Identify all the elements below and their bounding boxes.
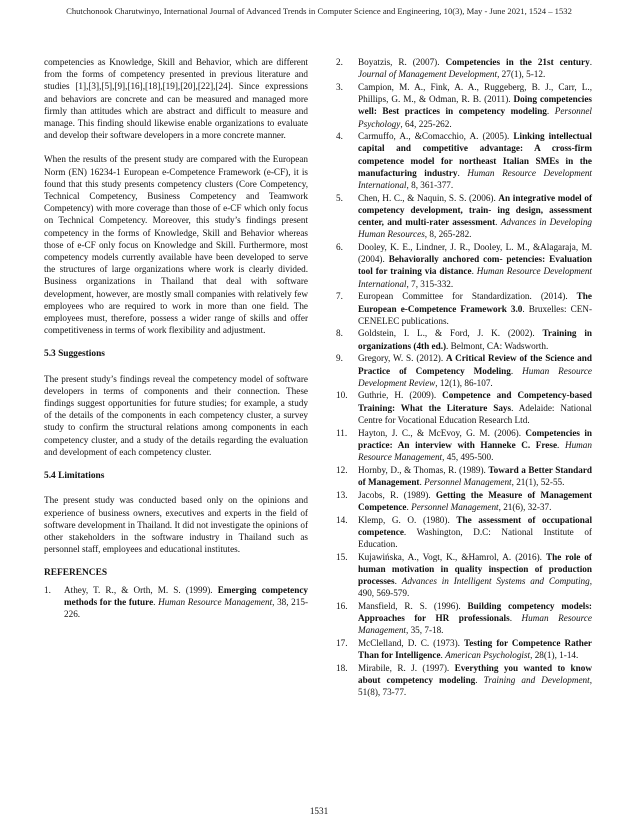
reference-details: Belmont, CA: Wadsworth. bbox=[450, 340, 549, 351]
reference-title: The European e-Competence Framework 3.0 bbox=[358, 291, 592, 314]
reference-authors: Mirabile, R. J. (1997). bbox=[358, 662, 455, 673]
reference-authors: Guthrie, H. (2009). bbox=[358, 390, 443, 401]
reference-number: 9. bbox=[336, 353, 343, 364]
reference-authors: Klemp, G. O. (1980). bbox=[358, 514, 457, 525]
reference-details: 35, 7-18. bbox=[408, 625, 444, 636]
reference-item bbox=[336, 600, 592, 637]
reference-separator: . bbox=[471, 266, 477, 277]
reference-title: Competencies in practice: An interview with Hanneke C. Frese bbox=[358, 427, 592, 450]
reference-title: Behaviorally anchored com- petencies: Evaluation tool for training via distance bbox=[358, 254, 592, 277]
reference-number: 1. bbox=[44, 584, 51, 595]
paragraph-discussion-1: competencies as Knowledge, Skill and Behavior, which are different from the forms of competency presented in previous literature and studies [1],[3],[5],[9],[16],[18],[19],[20],[22],[24]. Since expressions and behaviors are concrete and can be measured and managed more firmly than attitudes which are abstract and difficult to measure and manage. This finding should likewise enable organizations to evaluate and develop their software developers in a more concrete manner. bbox=[44, 57, 308, 141]
reference-number: 6. bbox=[336, 242, 343, 253]
reference-title: Training in organizations (4th ed.) bbox=[358, 328, 592, 351]
reference-title: Testing for Competence Rather Than for Intelligence bbox=[358, 638, 592, 661]
reference-separator: . bbox=[511, 402, 519, 413]
reference-journal: Personnel Management bbox=[411, 501, 499, 512]
reference-journal: Journal of Management Development bbox=[358, 69, 498, 80]
reference-list-right bbox=[336, 56, 592, 699]
reference-details: Bruxelles: CEN-CENELEC publications. bbox=[358, 303, 592, 326]
page-number: 1531 bbox=[309, 806, 329, 816]
reference-number: 15. bbox=[336, 551, 348, 562]
reference-title: The assessment of occupational competence bbox=[358, 514, 592, 537]
reference-authors: Jacobs, R. (1989). bbox=[358, 489, 436, 500]
reference-item bbox=[336, 290, 592, 327]
paragraph-suggestions: The present study’s findings reveal the competency model of software developers in terms of components and their connection. These findings suggest opportunities for future studies; for example, a study of the details of the components in each competency cluster, a survey study to confirm the structural relations among components in each competency cluster, and a study of the details regarding the evaluation and development of each competency cluster. bbox=[44, 373, 308, 457]
reference-item bbox=[336, 551, 592, 600]
reference-details: , 38, 215-226. bbox=[64, 596, 309, 619]
reference-authors: Hornby, D., & Thomas, R. (1989). bbox=[358, 464, 489, 475]
reference-details: Washington, D.C: National Institute of Education. bbox=[358, 526, 592, 549]
section-heading-limitations: 5.4 Limitations bbox=[44, 471, 105, 482]
reference-authors: Athey, T. R., & Orth, M. S. (1999). bbox=[64, 584, 218, 595]
reference-authors: Mansfield, R. S. (1996). bbox=[358, 600, 468, 611]
reference-journal: Human Resource Management bbox=[358, 439, 592, 462]
reference-details: Adelaide: National Centre for Vocational Education Research Ltd. bbox=[358, 402, 592, 425]
reference-separator: . bbox=[557, 439, 565, 450]
reference-item bbox=[336, 81, 592, 130]
reference-journal: Training and Development bbox=[483, 675, 590, 686]
reference-title: A Critical Review of the Science and Practice of Competency Modeling bbox=[358, 353, 592, 376]
reference-journal: Human Resource Management bbox=[158, 596, 273, 607]
reference-details: , 21(1), 52-55. bbox=[511, 476, 565, 487]
reference-list-left bbox=[44, 584, 308, 621]
reference-item bbox=[336, 192, 592, 241]
reference-authors: Hayton, J. C., & McEvoy, G. M. (2006). bbox=[358, 427, 526, 438]
reference-number: 2. bbox=[336, 57, 343, 67]
reference-number: 10. bbox=[336, 390, 348, 401]
reference-item bbox=[44, 584, 308, 621]
reference-title: Doing competencies well: Best practices in competency modeling bbox=[358, 94, 592, 117]
reference-authors: Dooley, K. E., Lindner, J. R., Dooley, L. M., &Alagaraja, M. (2004). bbox=[358, 242, 592, 265]
reference-authors: Boyatzis, R. (2007). bbox=[358, 57, 446, 67]
reference-number: 13. bbox=[336, 489, 348, 500]
reference-separator: . bbox=[495, 217, 501, 228]
reference-separator: . bbox=[403, 526, 417, 537]
reference-item bbox=[336, 352, 592, 389]
reference-separator: . bbox=[589, 57, 592, 67]
reference-authors: Goldstein, I. L., & Ford, J. K. (2002). bbox=[358, 328, 543, 339]
reference-title: Everything you wanted to know about competency modeling bbox=[358, 662, 592, 686]
paragraph-limitations: The present study was conducted based only on the opinions and experience of business owners, executives and experts in the field of software development in Thailand. It did not investigate the opinions of other stakeholders in the software industry in Thailand such as personnel staff, employees and educational institutes. bbox=[44, 495, 308, 555]
reference-journal: Human Resource Development Review bbox=[358, 365, 592, 388]
reference-item bbox=[336, 327, 592, 351]
reference-title: Emerging competency methods for the future bbox=[64, 584, 309, 607]
reference-journal: Personnel Management bbox=[424, 476, 512, 487]
reference-title: The role of human motivation in quality inspection of production processes bbox=[358, 551, 592, 587]
reference-title: Competencies in the 21st century bbox=[445, 57, 590, 67]
reference-title: An integrative model of competency development, train- ing design, assessment center, and multi-rater assessment bbox=[358, 192, 593, 228]
reference-title: Getting the Measure of Management Competence bbox=[358, 489, 592, 512]
reference-journal: Advances in Developing Human Resources bbox=[358, 217, 593, 240]
reference-separator: . bbox=[440, 650, 446, 661]
reference-journal: Human Resource Development International bbox=[358, 167, 592, 191]
reference-journal: Personnel Psychology bbox=[358, 106, 592, 129]
reference-authors: Gregory, W. S. (2012). bbox=[358, 353, 447, 364]
reference-separator: . bbox=[446, 340, 451, 351]
reference-title: Toward a Better Standard of Management bbox=[358, 464, 593, 487]
reference-details: , 7, 315-332. bbox=[406, 278, 454, 289]
reference-item bbox=[336, 514, 592, 551]
reference-item bbox=[336, 464, 592, 488]
reference-number: 7. bbox=[336, 291, 343, 302]
reference-item bbox=[336, 130, 592, 191]
reference-separator: . bbox=[546, 106, 555, 117]
reference-authors: McClelland, D. C. (1973). bbox=[358, 638, 465, 649]
reference-details: , 12(1), 86-107. bbox=[435, 377, 493, 388]
reference-title: Building competency models: Approaches for HR professionals bbox=[358, 600, 592, 624]
reference-journal: Advances in Intelligent Systems and Computing bbox=[401, 576, 590, 587]
reference-number: 18. bbox=[336, 662, 348, 673]
reference-item bbox=[336, 389, 592, 426]
reference-separator: . bbox=[406, 501, 412, 512]
reference-title: Competence and Competency-based Training: What the Literature Says bbox=[358, 390, 592, 413]
reference-details: , 21(6), 32-37. bbox=[498, 501, 552, 512]
reference-journal: Human Resource Management, bbox=[358, 613, 592, 636]
reference-details: , 45, 495-500. bbox=[442, 452, 494, 462]
reference-authors: Kujawińska, A., Vogt, K., &Hamrol, A. (2016). bbox=[358, 551, 546, 562]
reference-details: , 27(1), 5-12. bbox=[497, 69, 546, 80]
reference-separator: . bbox=[522, 303, 529, 314]
reference-item bbox=[336, 427, 592, 464]
reference-separator: . bbox=[510, 365, 523, 376]
running-header: Chutchonook Charutwinyo, International Journal of Advanced Trends in Computer Science and Engineering, 10(3), May - June 2021, 1524 – 1532 bbox=[66, 6, 572, 16]
reference-details: , 51(8), 73-77. bbox=[358, 675, 592, 698]
references-heading: REFERENCES bbox=[44, 568, 108, 579]
paragraph-discussion-2: When the results of the present study are compared with the European Norm (EN) 16234-1 European e-Competence Framework (e-CF), it is found that this study presents competency clusters (Core Competency, Technical Competency, Business Competency and Teamwork Competency) with more coverage than those of e-CF which only focus on Technical Competency. Moreover, this study’s findings present competency in the forms of Knowledge, Skill and Behavior whereas those of e-CF only focus on Knowledge and Skill. Furthermore, most competency models currently available have been developed to serve the structures of large organizations where work is clearly divided. Business organizations in Thailand that deal with software development, however, are mostly small companies with relatively few employees who are required to work in more than one field. The employees must, therefore, possess a wider range of skills and offer competitiveness in terms of work flexibility and adjustment. bbox=[44, 154, 308, 336]
reference-authors: Carmuffo, A., &Comacchio, A. (2005). bbox=[358, 131, 514, 142]
reference-title: Linking intellectual capital and competitive advantage: A cross-firm competence model for northeast Italian SMEs in the manufacturing industry bbox=[358, 131, 592, 178]
reference-number: 4. bbox=[336, 131, 343, 142]
reference-details: , 64, 225-262. bbox=[400, 118, 452, 129]
reference-number: 16. bbox=[336, 600, 348, 611]
reference-number: 8. bbox=[336, 328, 343, 339]
reference-details: , 8, 265-282. bbox=[424, 229, 472, 240]
reference-number: 3. bbox=[336, 81, 343, 92]
reference-details: , 8, 361-377. bbox=[406, 180, 454, 191]
reference-details: , 490, 569-579. bbox=[358, 576, 592, 599]
reference-number: 11. bbox=[336, 427, 348, 438]
reference-authors: European Committee for Standardization. (2014). bbox=[358, 291, 577, 302]
reference-item bbox=[336, 56, 592, 80]
reference-number: 5. bbox=[336, 192, 343, 203]
reference-separator: . bbox=[475, 675, 484, 686]
reference-details: , 28(1), 1-14. bbox=[530, 650, 579, 661]
reference-separator: . bbox=[394, 576, 402, 587]
reference-journal: Human Resource Development International bbox=[358, 266, 592, 289]
reference-number: 12. bbox=[336, 464, 348, 475]
reference-item bbox=[336, 241, 592, 290]
reference-journal: American Psychologist bbox=[445, 650, 531, 661]
reference-separator: . bbox=[509, 613, 522, 624]
left-column bbox=[44, 56, 308, 621]
reference-number: 17. bbox=[336, 638, 348, 649]
reference-number: 14. bbox=[336, 514, 348, 525]
reference-item bbox=[336, 489, 592, 513]
right-column bbox=[336, 56, 592, 699]
reference-item bbox=[336, 637, 592, 661]
reference-separator: . bbox=[457, 167, 468, 178]
section-heading-suggestions: 5.3 Suggestions bbox=[44, 349, 105, 360]
reference-separator: . bbox=[419, 476, 425, 487]
reference-authors: Chen, H. C., & Naquin, S. S. (2006). bbox=[358, 192, 499, 203]
reference-item bbox=[336, 662, 592, 699]
reference-authors: Campion, M. A., Fink, A. A., Ruggeberg, B. J., Carr, L., Phillips, G. M., & Odman, R. B. (2011). bbox=[358, 81, 592, 105]
reference-separator: . bbox=[153, 596, 159, 607]
